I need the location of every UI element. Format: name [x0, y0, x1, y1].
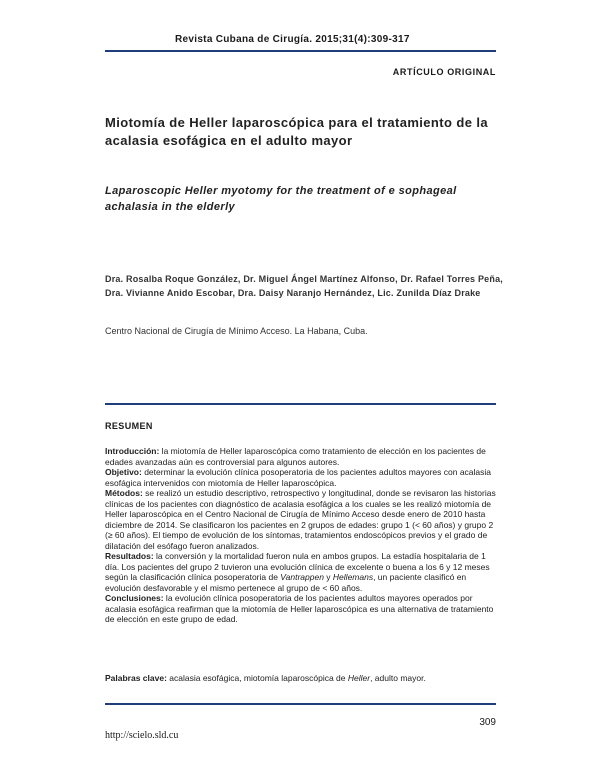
intro-text: la miotomía de Heller laparoscópica como tratamiento de elección en los pacientes de edades avanzadas aún es controversial para algunos autores.: [105, 446, 486, 467]
conclusions-text: la evolución clínica posoperatoria de los pacientes adultos mayores operados por acalasia esofágica reafirman que la miotomía de Heller laparoscópica es una alternativa de tratamiento de elección en este grupo de edad.: [105, 593, 494, 624]
abstract-conclusions: [105, 593, 497, 625]
footer-rule: [105, 703, 496, 705]
page-number: 309: [479, 717, 496, 728]
section-label: ARTÍCULO ORIGINAL: [392, 67, 496, 77]
results-text-2: y: [323, 572, 333, 582]
abstract-top-rule: [105, 403, 496, 405]
abstract-methods: [105, 488, 497, 551]
methods-text: se realizó un estudio descriptivo, retrospectivo y longitudinal, donde se revisaron las historias clínicas de los pacientes con diagnóstico de acalasia esofágica a los cuales se les realizó miotomía de Heller laparoscópica en el Centro Nacional de Cirugía de Mínimo Acceso desde enero de 2010 hasta diciembre de 2014. Se clasificaron los pacientes en 2 grupos de edades: grupo 1 (< 60 años) y grupo 2 (≥ 60 años). El tiempo de evolución de los síntomas, tratamientos endoscópicos previos y el grado de dilatación del esófago fueron analizados.: [105, 488, 496, 551]
abstract-introduction: [105, 446, 497, 467]
abstract-heading: RESUMEN: [105, 421, 153, 431]
abstract-body: [105, 446, 497, 625]
abstract-objective: [105, 467, 497, 488]
objective-label: Objetivo:: [105, 467, 142, 477]
source-url[interactable]: http://scielo.sld.cu: [105, 730, 179, 741]
keywords-label: Palabras clave:: [105, 673, 167, 683]
results-italic-1: Vantrappen: [280, 572, 324, 582]
article-title-spanish: Miotomía de Heller laparoscópica para el tratamiento de la acalasia esofágica en el adulto mayor: [105, 115, 488, 148]
results-text-3: , un paciente clasificó en evolución desfavorable y el mismo pertenece al grupo de < 60 años.: [105, 572, 467, 593]
author-list: Dra. Rosalba Roque González, Dr. Miguel Ángel Martínez Alfonso, Dr. Rafael Torres Peña, Dra. Vivianne Anido Escobar, Dra. Daisy Naranjo Hernández, Lic. Zunilda Díaz Drake: [105, 274, 503, 298]
journal-citation: Revista Cubana de Cirugía. 2015;31(4):309-317: [175, 34, 410, 45]
keywords-italic: Heller: [347, 673, 371, 683]
results-italic-2: Hellemans: [332, 572, 374, 582]
keywords: [105, 673, 497, 684]
objective-text: determinar la evolución clínica posoperatoria de los pacientes adultos mayores con acalasia esofágica intervenidos con miotomía de Heller laparoscópica.: [105, 467, 492, 488]
abstract-results: [105, 551, 497, 593]
article-title-english: Laparoscopic Heller myotomy for the treatment of e sophageal achalasia in the elderly: [105, 185, 457, 213]
keywords-text-1: acalasia esofágica, miotomía laparoscópica de: [166, 673, 348, 683]
results-text-1: la conversión y la mortalidad fueron nula en ambos grupos. La estadía hospitalaria de 1 día. Los pacientes del grupo 2 tuvieron una evolución clínica de excelente o buena a los 6 y 12 meses según la clasificación clínica posoperatoria de: [105, 551, 490, 582]
methods-label: Métodos:: [105, 488, 143, 498]
results-label: Resultados:: [105, 551, 154, 561]
keywords-text-2: , adulto mayor.: [370, 673, 426, 683]
affiliation: Centro Nacional de Cirugía de Mínimo Acceso. La Habana, Cuba.: [105, 326, 368, 336]
header-rule: [105, 50, 496, 52]
conclusions-label: Conclusiones:: [105, 593, 164, 603]
intro-label: Introducción:: [105, 446, 160, 456]
